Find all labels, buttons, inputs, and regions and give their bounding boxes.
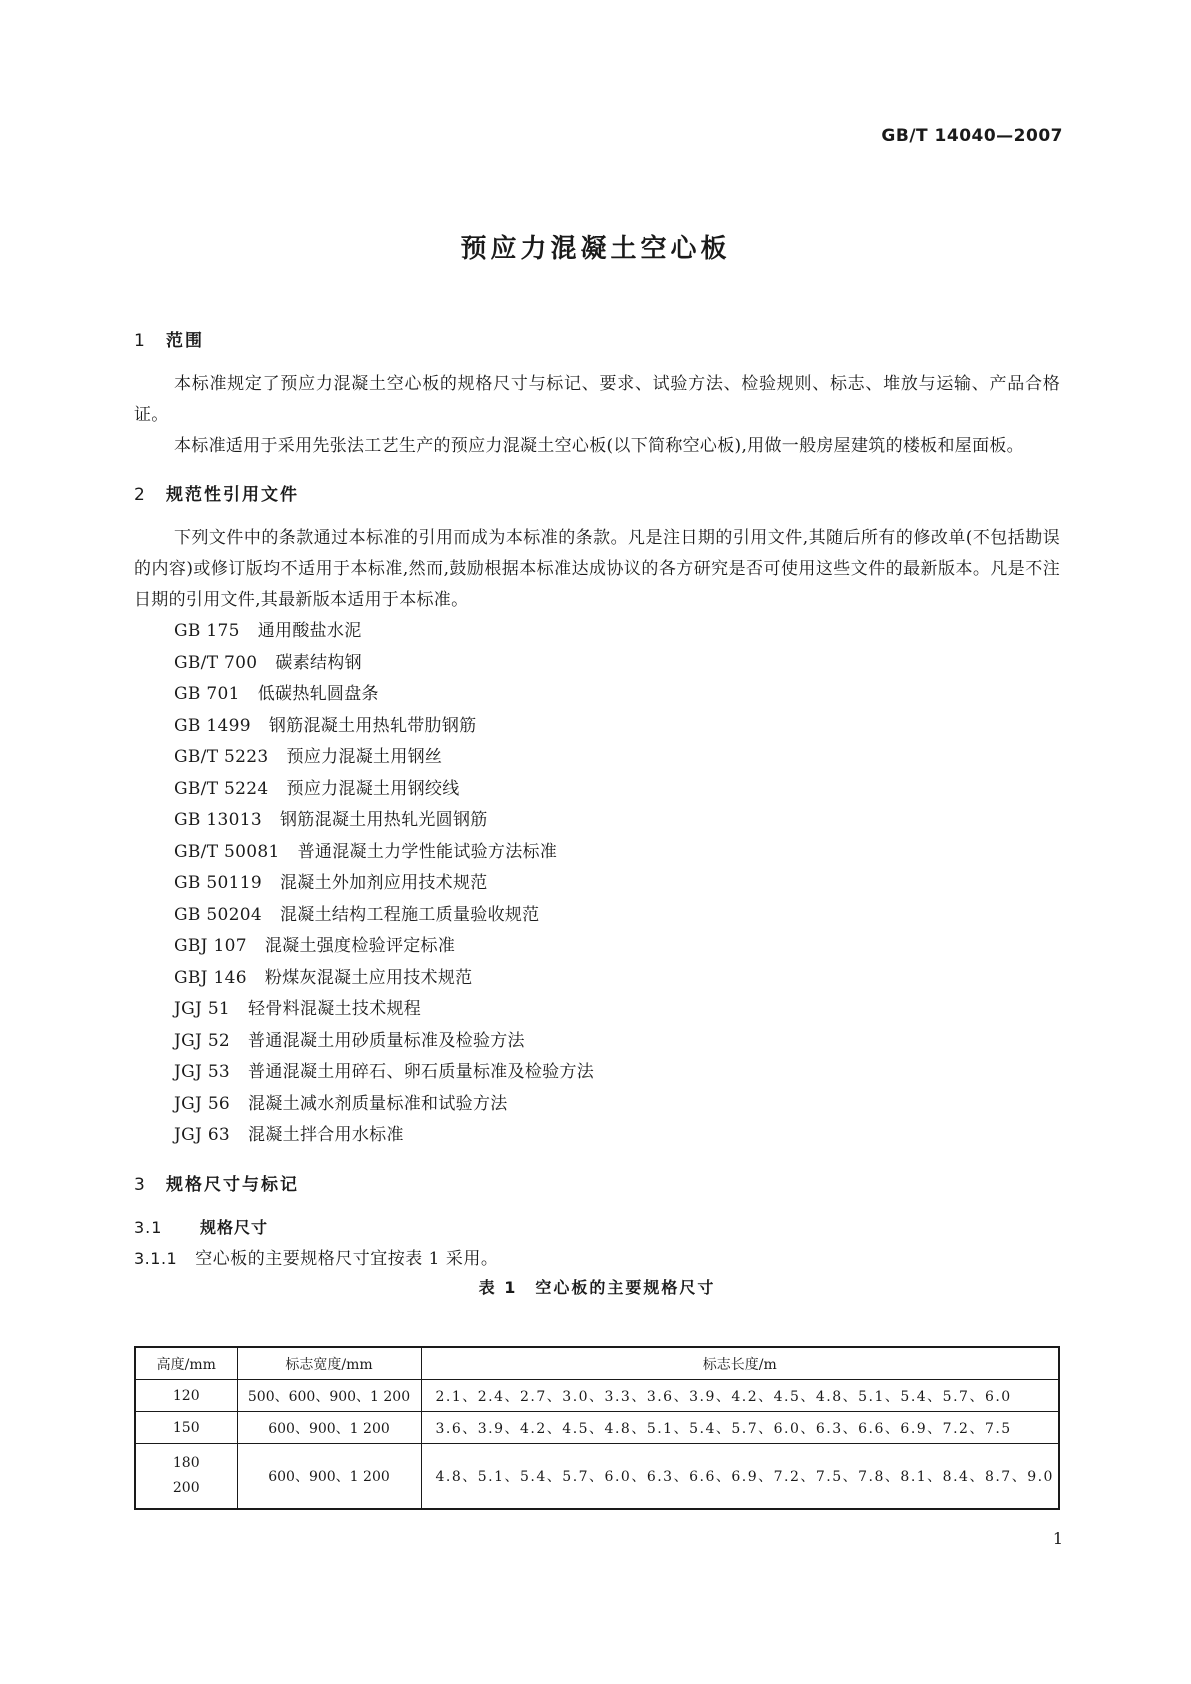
cell-length: 4.8、5.1、5.4、5.7、6.0、6.3、6.6、6.9、7.2、7.5、7.8、8.1、8.4、8.7、9.0 [421, 1444, 1059, 1510]
reference-code: GB 1499 [174, 715, 251, 736]
subsection-title: 规格尺寸 [200, 1217, 269, 1237]
clause-number: 3.1.1 [134, 1248, 178, 1268]
table-1-title: 表 1 空心板的主要规格尺寸 [478, 1277, 716, 1297]
reference-name: 粉煤灰混凝土应用技术规范 [264, 967, 473, 988]
reference-item [134, 616, 1060, 648]
header-length: 标志长度/m [421, 1347, 1059, 1380]
reference-item [134, 805, 1060, 837]
reference-code: JGJ 56 [174, 1093, 231, 1114]
reference-code: GB 175 [174, 621, 240, 641]
document-body [134, 326, 1060, 1298]
reference-item [134, 711, 1060, 743]
reference-name: 低碳热轧圆盘条 [257, 684, 379, 704]
reference-name: 预应力混凝土用钢丝 [286, 747, 443, 767]
table-1 [134, 1346, 1060, 1510]
reference-item [134, 1089, 1060, 1121]
header-height: 高度/mm [135, 1347, 237, 1380]
clause-text: 空心板的主要规格尺寸宜按表 1 采用。 [195, 1248, 499, 1269]
reference-name: 混凝土结构工程施工质量验收规范 [279, 904, 540, 925]
reference-code: GB 13013 [174, 810, 262, 830]
section-number: 1 [134, 331, 147, 351]
reference-name: 轻骨料混凝土技术规程 [248, 999, 422, 1019]
section-title: 规格尺寸与标记 [166, 1174, 299, 1195]
reference-code: GB/T 700 [174, 652, 258, 673]
reference-name: 普通混凝土用碎石、卵石质量标准及检验方法 [248, 1062, 595, 1082]
height-value: 200 [172, 1480, 200, 1496]
section-title: 规范性引用文件 [166, 485, 299, 505]
section-2-intro: 下列文件中的条款通过本标准的引用而成为本标准的条款。凡是注日期的引用文件,其随后所有的修改单(不包括勘误的内容)或修订版均不适用于本标准,然而,鼓励根据本标准达成协议的各方研究是否可使用这些文件的最新版本。凡是不注日期的引用文件,其最新版本适用于本标准。 [134, 528, 1060, 610]
reference-item [134, 931, 1060, 963]
table-row [135, 1380, 1059, 1412]
table-row [135, 1412, 1059, 1444]
reference-item [134, 1120, 1060, 1152]
reference-item [134, 963, 1060, 995]
reference-code: GB/T 5224 [174, 778, 269, 799]
reference-code: GB/T 50081 [174, 841, 280, 862]
section-number: 2 [134, 485, 147, 505]
reference-name: 普通混凝土力学性能试验方法标准 [297, 841, 558, 862]
reference-code: GB 701 [174, 684, 240, 704]
reference-item [134, 868, 1060, 900]
reference-name: 混凝土减水剂质量标准和试验方法 [248, 1093, 508, 1114]
section-1-paragraph-2: 本标准适用于采用先张法工艺生产的预应力混凝土空心板(以下简称空心板),用做一般房屋建筑的楼板和屋面板。 [174, 436, 1024, 456]
reference-item [134, 679, 1060, 711]
reference-item [134, 1057, 1060, 1089]
document-title: 预应力混凝土空心板 [460, 234, 731, 264]
reference-code: JGJ 63 [174, 1125, 231, 1145]
section-number: 3 [134, 1174, 147, 1195]
header-width: 标志宽度/mm [237, 1347, 421, 1380]
reference-item [134, 774, 1060, 806]
section-title: 范围 [166, 331, 204, 351]
reference-name: 混凝土外加剂应用技术规范 [279, 873, 488, 893]
cell-height: 120 [135, 1380, 237, 1412]
reference-code: GBJ 146 [174, 967, 247, 988]
reference-name: 通用酸盐水泥 [257, 621, 362, 641]
reference-list [134, 616, 1060, 1152]
reference-name: 钢筋混凝土用热轧带肋钢筋 [268, 715, 477, 736]
table-header-row [135, 1347, 1059, 1380]
reference-item [134, 1026, 1060, 1058]
reference-item [134, 900, 1060, 932]
cell-length: 3.6、3.9、4.2、4.5、4.8、5.1、5.4、5.7、6.0、6.3、6.6、6.9、7.2、7.5 [421, 1412, 1059, 1444]
clause-3-1-1 [134, 1244, 1060, 1269]
reference-code: GB 50204 [174, 904, 262, 925]
reference-code: GB 50119 [174, 873, 262, 893]
reference-item [134, 994, 1060, 1026]
reference-code: JGJ 52 [174, 1030, 231, 1051]
reference-item [134, 742, 1060, 774]
cell-width: 500、600、900、1 200 [237, 1380, 421, 1412]
cell-height: 150 [135, 1412, 237, 1444]
table-row [135, 1444, 1059, 1510]
reference-code: GB/T 5223 [174, 747, 269, 767]
reference-name: 碳素结构钢 [275, 652, 362, 673]
reference-name: 普通混凝土用砂质量标准及检验方法 [248, 1030, 525, 1051]
cell-length: 2.1、2.4、2.7、3.0、3.3、3.6、3.9、4.2、4.5、4.8、5.1、5.4、5.7、6.0 [421, 1380, 1059, 1412]
section-1-paragraph-1: 本标准规定了预应力混凝土空心板的规格尺寸与标记、要求、试验方法、检验规则、标志、堆放与运输、产品合格证。 [134, 374, 1060, 425]
reference-name: 混凝土拌合用水标准 [248, 1125, 404, 1145]
section-3-heading [134, 1170, 1060, 1195]
subsection-3-1-heading [134, 1215, 1060, 1238]
subsection-number: 3.1 [134, 1217, 163, 1237]
reference-code: GBJ 107 [174, 936, 247, 956]
cell-width: 600、900、1 200 [237, 1444, 421, 1510]
reference-name: 预应力混凝土用钢绞线 [286, 778, 460, 799]
reference-code: JGJ 51 [174, 999, 231, 1019]
reference-code: JGJ 53 [174, 1062, 231, 1082]
reference-item [134, 837, 1060, 869]
reference-name: 混凝土强度检验评定标准 [264, 936, 456, 956]
standard-code: GB/T 14040—2007 [881, 126, 1063, 146]
height-value: 180 [172, 1455, 200, 1471]
reference-item [134, 648, 1060, 680]
reference-name: 钢筋混凝土用热轧光圆钢筋 [279, 810, 488, 830]
section-2-heading [134, 480, 1060, 505]
cell-height [135, 1444, 237, 1510]
page-number: 1 [1052, 1529, 1063, 1548]
cell-width: 600、900、1 200 [237, 1412, 421, 1444]
section-1-heading [134, 326, 1060, 351]
